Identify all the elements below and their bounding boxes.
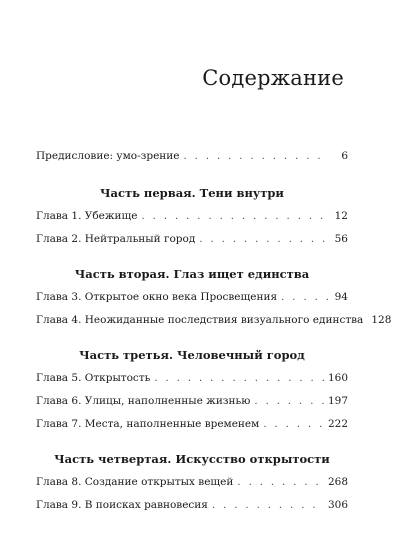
- dot-leader: [199, 234, 328, 245]
- toc-entry-page: 222: [327, 418, 348, 430]
- toc-entry-label: Глава 2. Нейтральный город: [36, 233, 196, 245]
- toc-entry-chapter: [36, 314, 392, 328]
- toc-entry-label: Глава 3. Открытое окно века Просвещения: [36, 291, 278, 303]
- toc-entry-chapter: [36, 499, 348, 513]
- toc-entry-label: Глава 7. Места, наполненные временем: [36, 418, 260, 430]
- toc-entry-label: Глава 1. Убежище: [36, 210, 138, 222]
- toc-entry-label: Глава 5. Открытость: [36, 372, 151, 384]
- part-heading: Часть третья. Человечный город: [79, 348, 305, 362]
- toc-entry-page: 128: [371, 314, 392, 326]
- dot-leader: [154, 373, 324, 384]
- toc-entry-page: 306: [327, 499, 348, 511]
- toc-entry-label: Глава 9. В поисках равновесия: [36, 499, 208, 511]
- part-heading: Часть первая. Тени внутри: [100, 186, 284, 200]
- toc-entry-label: Глава 6. Улицы, наполненные жизнью: [36, 395, 251, 407]
- dot-leader: [263, 419, 324, 430]
- toc-entry-chapter: [36, 210, 348, 224]
- dot-leader: [254, 396, 324, 407]
- toc-entry-chapter: [36, 418, 348, 432]
- page-title: Содержание: [202, 66, 344, 90]
- toc-entry-label: Глава 8. Создание открытых вещей: [36, 476, 234, 488]
- toc-entry-chapter: [36, 476, 348, 490]
- toc-entry-page: 268: [327, 476, 348, 488]
- dot-leader: [142, 211, 328, 222]
- part-heading: Часть вторая. Глаз ищет единства: [74, 267, 310, 281]
- dot-leader: [184, 151, 328, 162]
- toc-entry-page: 94: [334, 291, 348, 303]
- toc-entry-preface: [36, 150, 348, 164]
- part-heading: Часть четвертая. Искусство открытости: [54, 452, 330, 466]
- toc-entry-page: 197: [327, 395, 348, 407]
- toc-entry-page: 12: [334, 210, 348, 222]
- toc-entry-page: 6: [341, 150, 348, 162]
- toc-entry-chapter: [36, 395, 348, 409]
- table-of-contents: [36, 150, 392, 513]
- toc-entry-label: Предисловие: умо-зрение: [36, 150, 180, 162]
- toc-entry-page: 160: [327, 372, 348, 384]
- toc-entry-chapter: [36, 372, 348, 386]
- toc-entry-chapter: [36, 291, 348, 305]
- toc-entry-page: 56: [334, 233, 348, 245]
- dot-leader: [237, 477, 324, 488]
- dot-leader: [281, 292, 328, 303]
- toc-entry-label: Глава 4. Неожиданные последствия визуального единства: [36, 314, 364, 326]
- dot-leader: [212, 500, 324, 511]
- toc-entry-chapter: [36, 233, 348, 247]
